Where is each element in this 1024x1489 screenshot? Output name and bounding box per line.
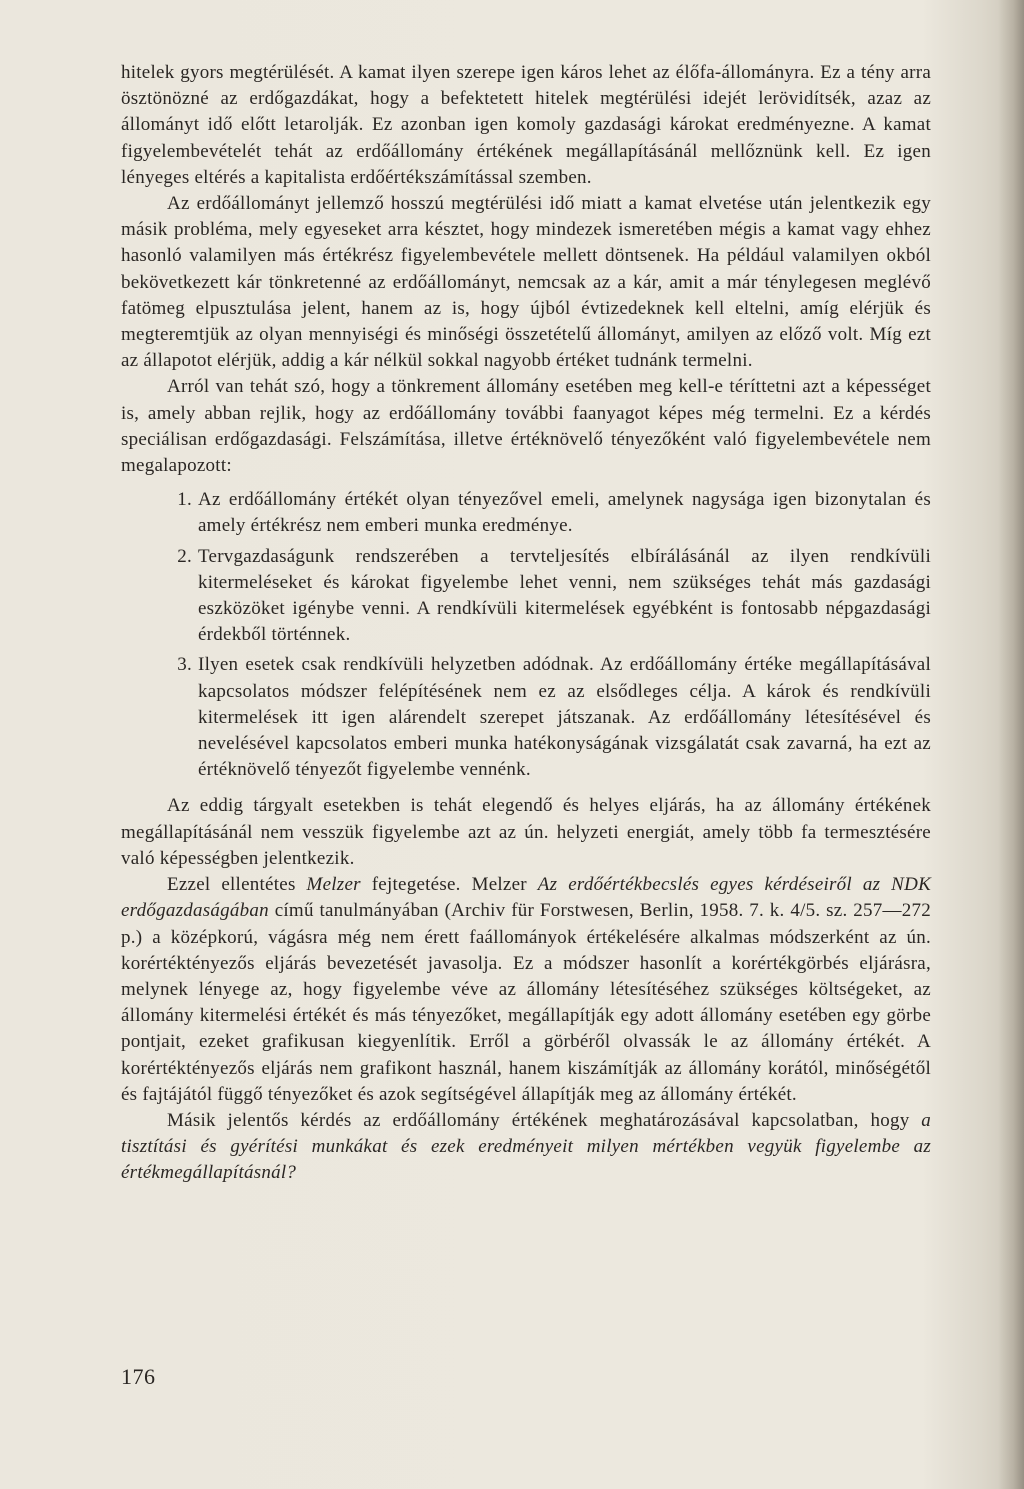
paragraph-1: hitelek gyors megtérülését. A kamat ilyen szerepe igen káros lehet az élőfa-állományra. Ez a tény arra ösztönözné az erdőgazdákat, hogy a befektetett hitelek megtérülési idejét lerövidítsék, azaz az állományt idő előtt letarolják. Ez azonban igen komoly gazdasági károkat eredményezne. A kamat figyelembevételét tehát az erdőállomány értékének megállapításánál mellőznünk kell. Ez igen lényeges eltérés a kapitalista erdőértékszámítással szemben. (121, 62, 931, 188)
last-italic-question: a tisztítási és gyérítési munkákat és ezek eredményeit milyen mértékben vegyük figyelembe az értékmegállapításnál? (121, 1109, 931, 1184)
cited-title: Az erdőértékbecslés egyes kérdéseiről az NDK erdőgazdaságában (121, 874, 931, 922)
list-item (121, 652, 931, 783)
paragraph-4: Az eddig tárgyalt esetekben is tehát elegendő és helyes eljárás, ha az állomány értékének megállapításánál nem vesszük figyelembe azt az ún. helyzeti energiát, amely több fa termesztésére való képességben jelentkezik. (121, 795, 931, 869)
numbered-list (121, 487, 931, 783)
list-item (121, 544, 931, 649)
list-item (121, 487, 931, 539)
list-number: 1. (177, 489, 192, 511)
paragraph-3: Arról van tehát szó, hogy a tönkrement állomány esetében meg kell-e téríttetni azt a képességet is, amely abban rejlik, hogy az erdőállomány további faanyagot képes még termelni. Ez a kérdés speciálisan erdőgazdasági. Felszámítása, illetve értéknövelő tényezőként való figyelembevétele nem megalapozott: (121, 376, 931, 477)
list-text: Az erdőállomány értékét olyan tényezővel emeli, amelynek nagysága igen bizonytalan és amely értékrész nem emberi munka eredménye. (198, 489, 931, 537)
paragraph-melzer (121, 872, 931, 1108)
page-number: 176 (121, 1364, 156, 1389)
melzer-rest: című tanulmányában (Archiv für Forstwesen, Berlin, 1958. 7. k. 4/5. sz. 257—272 p.) a középkorú, vágásra még nem érett faállományok értékelésére alkalmas módszerként az ún. korértéktényezős eljárás bevezetését javasolja. Ez a módszer hasonlít a korértékgörbés eljárásra, melynek lényege az, hogy figyelembe véve az állomány létesítéséhez szükséges költségeket, az állomány kitermelési értékét és más tényezőket, megállapítják egy adott állomány esetében egy görbe pontjait, ezeket grafikusan kiegyenlítik. Erről a görbéről olvassák le az állomány értékét. A korértéktényezős eljárás nem grafikont használ, hanem kiszámítják az állomány korától, minőségétől és fajtájától függő tényezőket és azok segítségével állapítják meg az állomány értékét. (121, 900, 931, 1105)
list-number: 2. (177, 545, 192, 567)
list-text: Tervgazdaságunk rendszerében a tervteljesítés elbírálásánál az ilyen rendkívüli kitermeléseket és károkat figyelembe lehet venni, nem szükséges tehát más gazdasági eszközöket igénybe venni. A rendkívüli kitermelések egyébként is fontosabb népgazdasági érdekből történnek. (198, 545, 931, 646)
list-number: 3. (177, 654, 192, 676)
page-edge-shadow (998, 0, 1024, 1489)
list-text: Ilyen esetek csak rendkívüli helyzetben adódnak. Az erdőállomány értéke megállapításával kapcsolatos módszer felépítésének nem ez az elsődleges célja. A károk és rendkívüli kitermelések itt igen alárendelt szerepet játszanak. Az erdőállomány létesítésével és nevelésével kapcsolatos emberi munka hatékonyságának vizsgálatát csak zavarná, ha ezt az értéknövelő tényezőt figyelembe vennénk. (198, 654, 931, 781)
text-column (121, 60, 931, 1187)
melzer-mid: fejtegetése. Melzer (360, 874, 538, 896)
paragraph-2: Az erdőállományt jellemző hosszú megtérülési idő miatt a kamat elvetése után jelentkezik egy másik probléma, mely egyeseket arra késztet, hogy mindezek ismeretében mégis a kamat vagy ehhez hasonló valamilyen más értékrész figyelembevétele mellett döntsenek. Ha például valamilyen okból bekövetkezett kár tönkretenné az erdőállományt, nemcsak az a kár, amit a már ténylegesen meglévő fatömeg elpusztulása jelent, hanem az is, hogy újból évtizedeknek kell eltelni, amíg elérjük és megteremtjük az olyan mennyiségi és minőségi összetételű állományt, amilyen az előző volt. Míg ezt az állapotot elérjük, addig a kár nélkül sokkal nagyobb értéket tudnánk termelni. (121, 193, 931, 372)
melzer-lead: Ezzel ellentétes (167, 874, 307, 896)
author-name: Melzer (306, 874, 361, 896)
paragraph-last (121, 1108, 931, 1187)
last-lead: Másik jelentős kérdés az erdőállomány értékének meghatározásával kapcsolatban, hogy (167, 1109, 922, 1131)
